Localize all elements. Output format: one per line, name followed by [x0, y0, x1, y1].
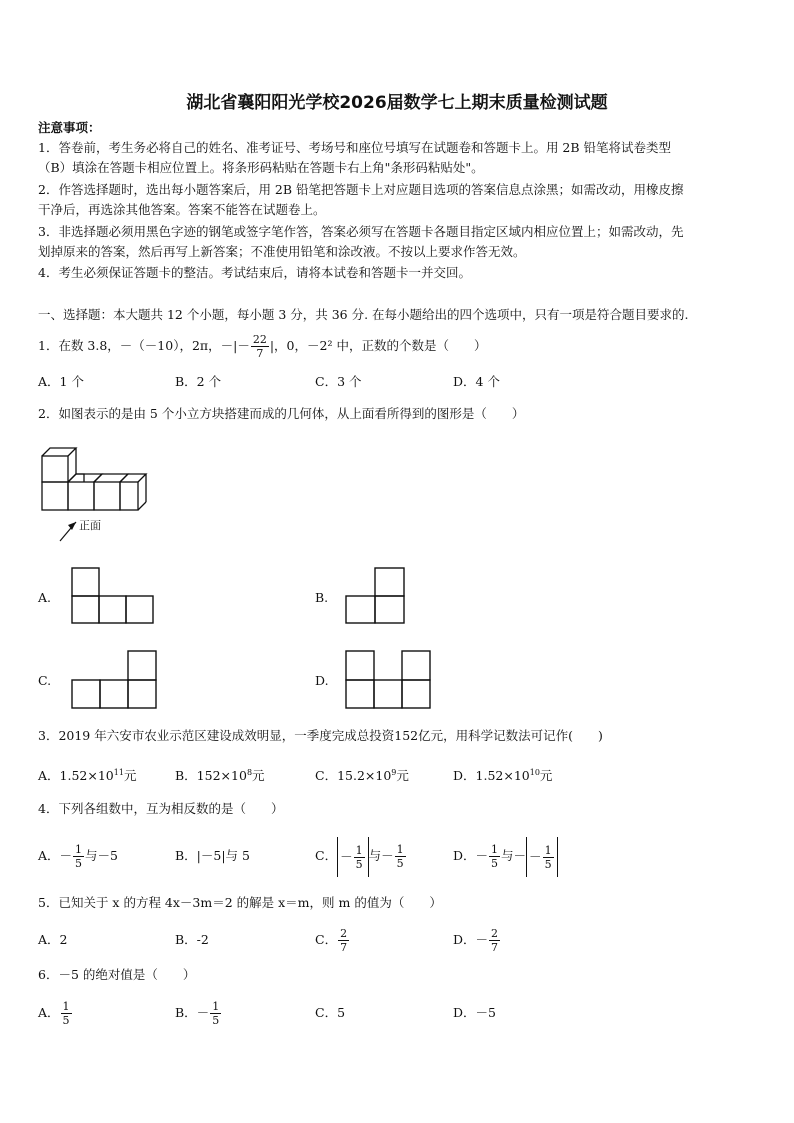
q6-option-b[interactable]: B．－ $\frac{1}{5}$	[175, 1000, 220, 1027]
q4-option-d[interactable]: D．－ $\frac{1}{5}$ 与－ － $\frac{1}{5}$	[453, 836, 558, 877]
q2-figure-a	[70, 566, 156, 626]
q4-option-c[interactable]: C． － $\frac{1}{5}$ 与－ $\frac{1}{5}$	[315, 836, 407, 877]
q6-option-a[interactable]: A． $\frac{1}{5}$	[38, 1000, 70, 1027]
q3-option-c[interactable]: C．$15.2\times 10^9$元	[315, 768, 409, 784]
q1-option-a[interactable]: A．1 个	[38, 374, 84, 389]
notice-line-6: 划掉原来的答案，然后再写上新答案；不准使用铅笔和涂改液。不按以上要求作答无效。	[38, 244, 526, 259]
q3-option-d[interactable]: D．$1.52\times 10^{10}$元	[453, 768, 553, 784]
question-2-stem: 2．如图表示的是由 5 个小立方块搭建而成的几何体，从上面看所得到的图形是（ ）	[38, 406, 525, 421]
q2-figure-d	[344, 649, 434, 711]
q1-option-d[interactable]: D．4 个	[453, 374, 500, 389]
q4-option-b[interactable]: B．|－5|与 5	[175, 848, 250, 863]
question-1-stem: 1．在数 3.8，－（－10），2π，－|－ $\frac{22}{7}$ |，0，－2² 中，正数的个数是（ ）	[38, 333, 487, 360]
q5-option-c[interactable]: C． $\frac{2}{7}$	[315, 927, 348, 954]
notice-line-7: 4．考生必须保证答题卡的整洁。考试结束后，请将本试卷和答题卡一并交回。	[38, 265, 471, 280]
q2-option-c[interactable]: C.	[38, 673, 52, 688]
q5-option-d[interactable]: D．－ $\frac{2}{7}$	[453, 927, 499, 954]
question-4-stem: 4．下列各组数中，互为相反数的是（ ）	[38, 801, 284, 816]
notice-line-4: 干净后，再选涂其他答案。答案不能答在试题卷上。	[38, 202, 326, 217]
page-title: 湖北省襄阳阳光学校2026届数学七上期末质量检测试题	[186, 93, 608, 113]
q5-option-b[interactable]: B．-2	[175, 932, 209, 947]
notice-line-2: （B）填涂在答题卡相应位置上。将条形码粘贴在答题卡右上角"条形码粘贴处"。	[38, 160, 484, 175]
q3-option-b[interactable]: B．$152\times 10^8$元	[175, 768, 265, 784]
q2-option-b[interactable]: B.	[315, 590, 329, 605]
q5-option-a[interactable]: A．2	[38, 932, 68, 947]
q2-option-a[interactable]: A.	[38, 590, 52, 605]
question-3-stem: 3．2019 年六安市农业示范区建设成效明显，一季度完成总投资152亿元，用科学记数法可记作( )	[38, 728, 603, 743]
q1-option-b[interactable]: B．2 个	[175, 374, 222, 389]
q6-option-c[interactable]: C．5	[315, 1005, 346, 1020]
q1-option-c[interactable]: C．3 个	[315, 374, 362, 389]
front-view-label: 正面	[79, 519, 101, 532]
notice-line-1: 1．答卷前，考生务必将自己的姓名、准考证号、考场号和座位号填写在试题卷和答题卡上。用 2B 铅笔将试卷类型	[38, 140, 672, 155]
notice-line-5: 3．非选择题必须用黑色字迹的钢笔或签字笔作答，答案必须写在答题卡各题目指定区域内相应位置上；如需改动，先	[38, 224, 684, 239]
question-5-stem: 5．已知关于 x 的方程 4x－3m＝2 的解是 x＝m，则 m 的值为（ ）	[38, 895, 442, 910]
q6-option-d[interactable]: D．－5	[453, 1005, 496, 1020]
question-6-stem: 6．－5 的绝对值是（ ）	[38, 967, 196, 982]
notice-heading: 注意事项：	[38, 120, 101, 135]
section-heading: 一、选择题：本大题共 12 个小题，每小题 3 分，共 36 分. 在每小题给出的四个选项中，只有一项是符合题目要求的.	[38, 307, 689, 322]
fraction-22-7: $\frac{22}{7}$	[252, 333, 267, 360]
q2-figure-b	[344, 566, 408, 626]
notice-line-3: 2．作答选择题时，选出每小题答案后，用 2B 铅笔把答题卡上对应题目选项的答案信息点涂黑；如需改动，用橡皮擦	[38, 182, 684, 197]
q4-option-a[interactable]: A．－ $\frac{1}{5}$ 与－5	[38, 843, 118, 870]
q2-option-d[interactable]: D.	[315, 673, 329, 688]
q3-option-a[interactable]: A．$1.52\times 10^{11}$元	[38, 768, 137, 784]
q2-figure-c	[70, 649, 160, 711]
